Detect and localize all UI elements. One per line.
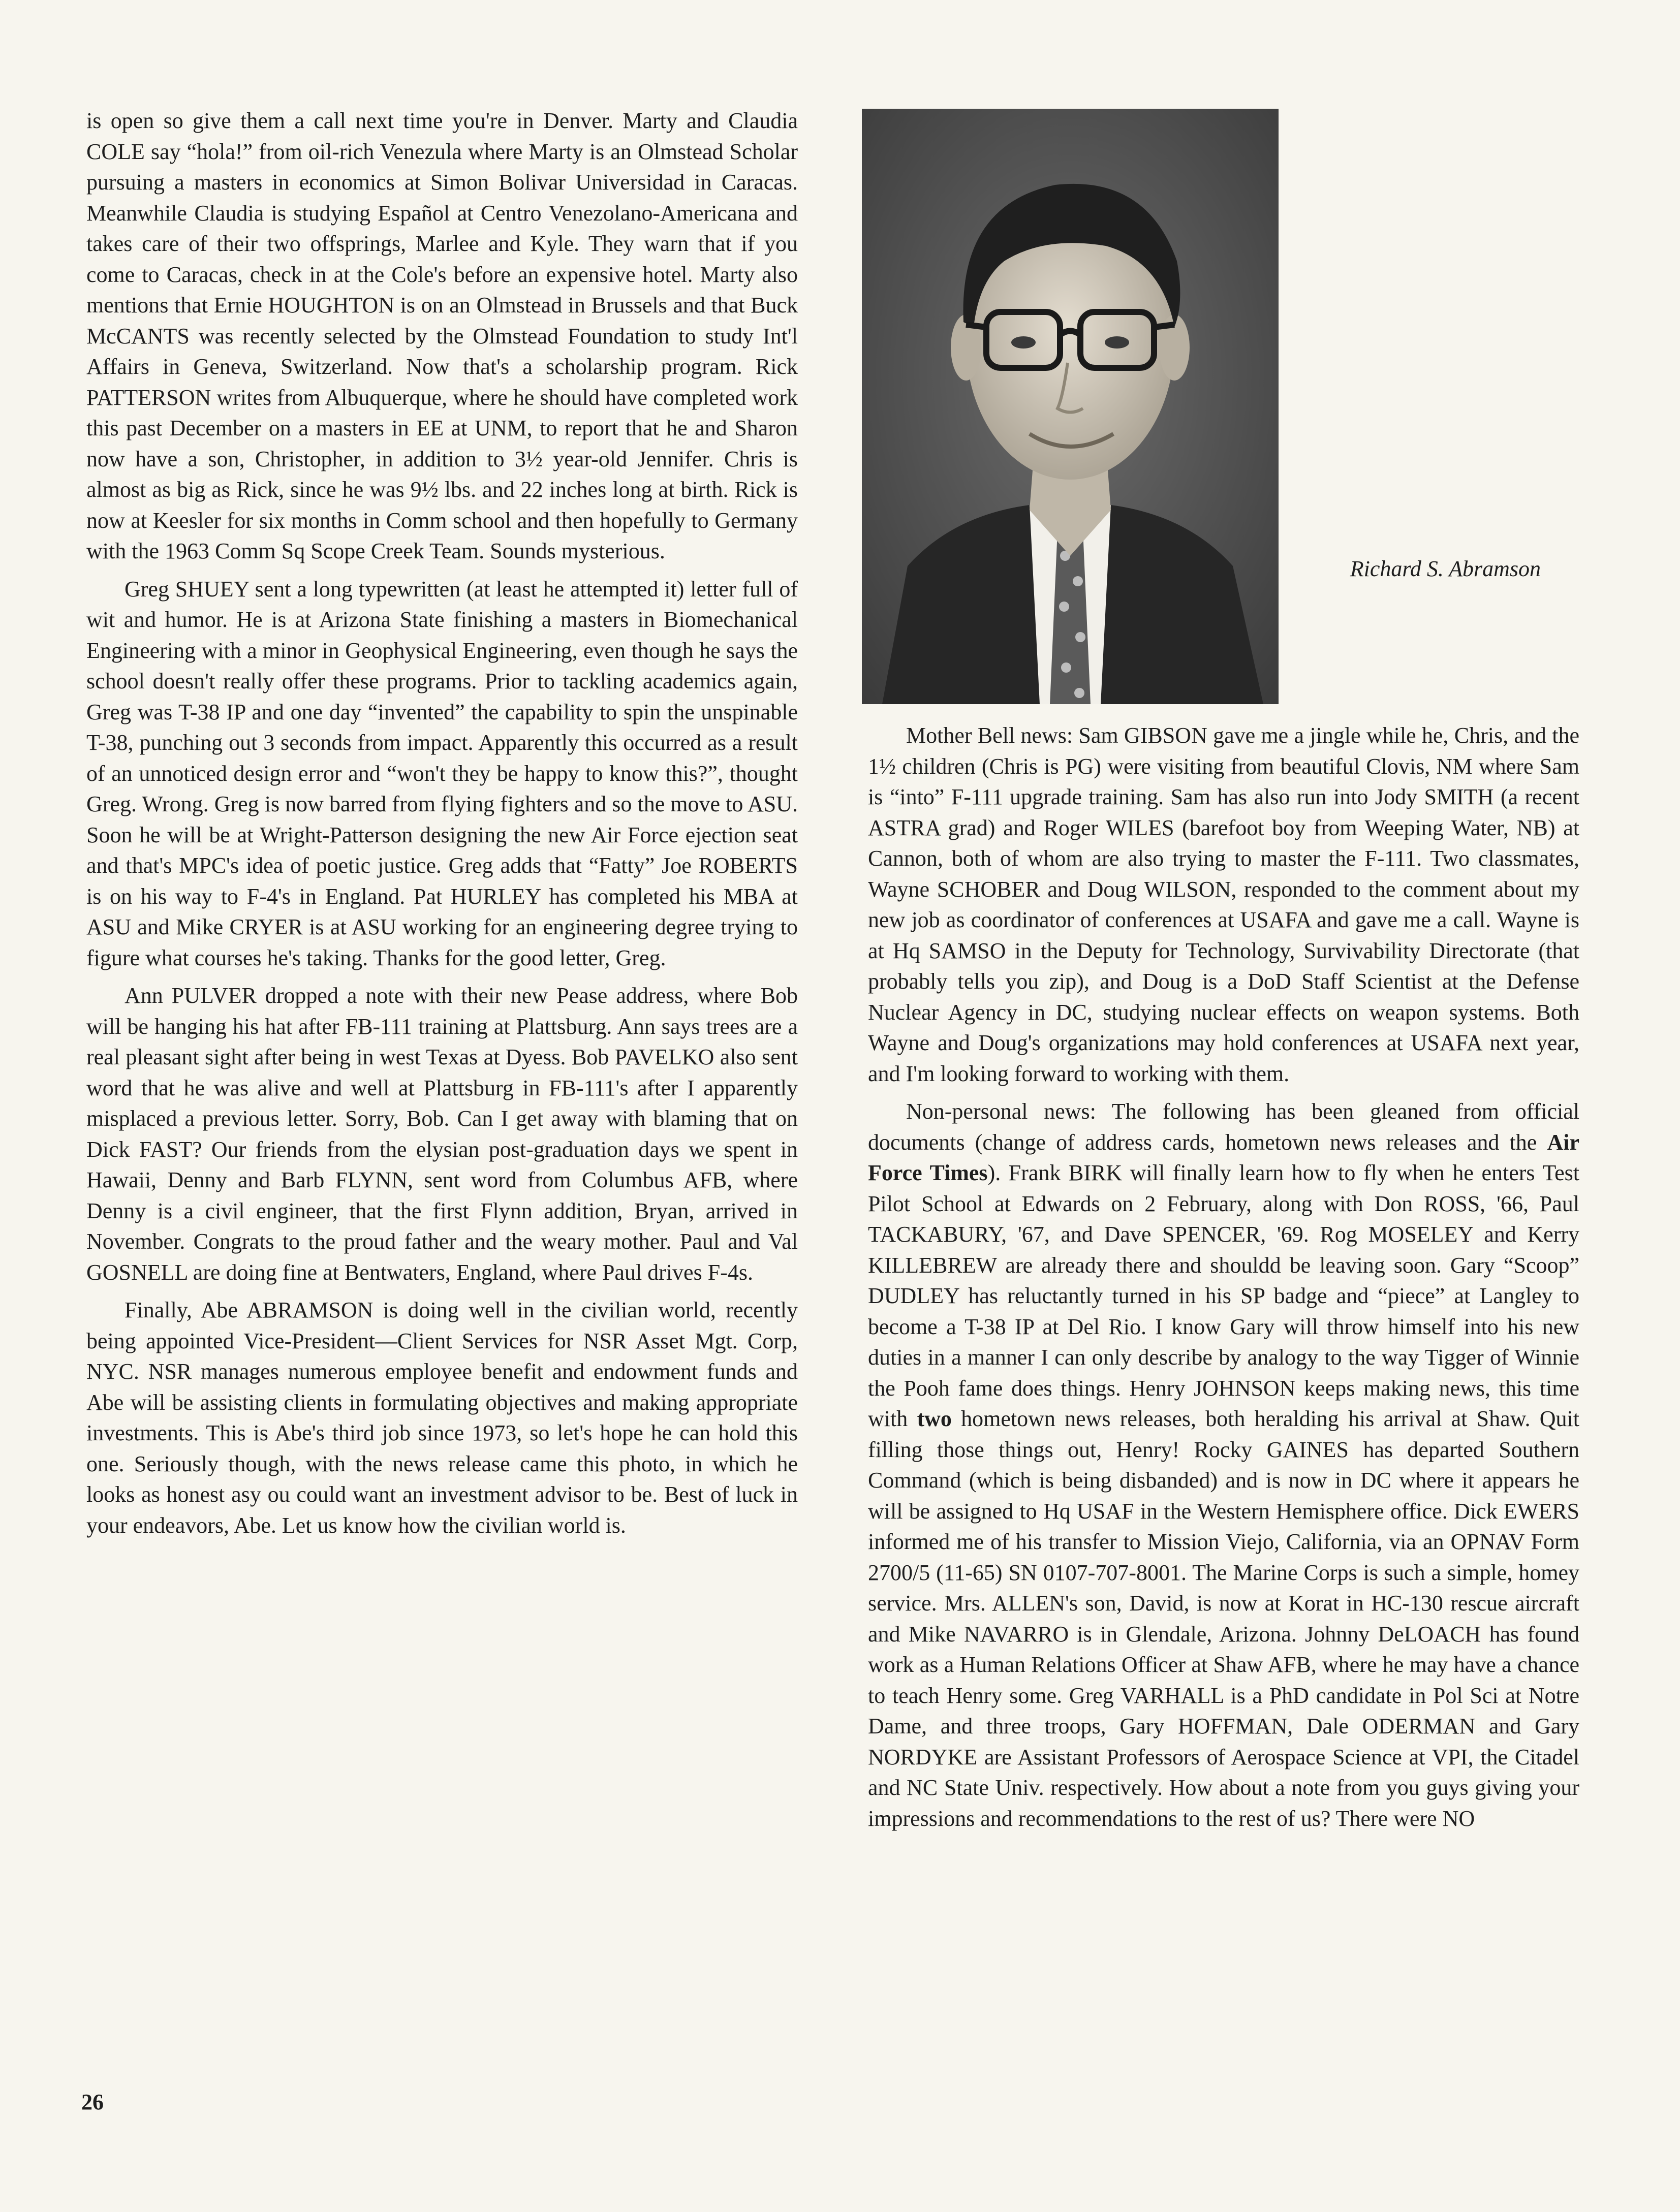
air-force-times-title: Air Force Times [868, 1129, 1579, 1185]
left-paragraph-2: Greg SHUEY sent a long typewritten (at least he attempted it) letter full of wit and humor. He is at Arizona State finishing a masters in Biomechanical Engineering with a minor in Geophysical Engineering, even though he says the school doesn't really offer these programs. Prior to tackling academics again, Greg was T-38 IP and one day “invented” the capability to spin the unspinable T-38, punching out 3 seconds from impact. Apparently this occurred as a result of an unnoticed design error and “won't they be happy to know this?”, thought Greg. Wrong. Greg is now barred from flying fighters and so the move to ASU. Soon he will be at Wright-Patterson designing the new Air Force ejection seat and that's MPC's idea of poetic justice. Greg adds that “Fatty” Joe ROBERTS is on his way to F-4's in England. Pat HURLEY has completed his MBA at ASU and Mike CRYER is at ASU working for an engineering degree trying to figure what courses he's taking. Thanks for the good letter, Greg. [86, 576, 798, 970]
mother-bell-lead: Mother Bell news: [906, 723, 1073, 748]
photo-caption: Richard S. Abramson [1350, 556, 1541, 581]
left-column [86, 106, 798, 1541]
right-column [868, 720, 1579, 1834]
right-paragraph-1-text: Sam GIBSON gave me a jingle while he, Chris, and the 1½ children (Chris is PG) were visiting from beautiful Clovis, NM where Sam is “into” F-111 upgrade training. Sam has also run into Jody SMITH (a recent ASTRA grad) and Roger WILES (barefoot boy from Weeping Water, NB) at Cannon, both of whom are also trying to master the F-111. Two classmates, Wayne SCHOBER and Doug WILSON, responded to the comment about my new job as coordinator of conferences at USAFA and gave me a call. Wayne is at Hq SAMSO in the Deputy for Technology, Survivability Directorate (that probably tells you zip), and Doug is a DoD Staff Scientist at the Defense Nuclear Agency in DC, studying nuclear effects on weapon systems. Both Wayne and Doug's organizations may hold conferences at USAFA next year, and I'm looking forward to working with them. [868, 723, 1579, 1086]
left-paragraph-1: is open so give them a call next time you're in Denver. Marty and Claudia COLE say “hola!” from oil-rich Venezula where Marty is an Olmstead Scholar pursuing a masters in economics at Simon Bolivar Universidad in Caracas. Meanwhile Claudia is studying Español at Centro Venezolano-Americana and takes care of their two offsprings, Marlee and Kyle. They warn that if you come to Caracas, check in at the Cole's before an expensive hotel. Marty also mentions that Ernie HOUGHTON is on an Olmstead in Brussels and that Buck McCANTS was recently selected by the Olmstead Foundation to study Int'l Affairs in Geneva, Switzerland. Now that's a scholarship program. Rick PATTERSON writes from Albuquerque, where he should have completed work this past December on a masters in EE at UNM, to report that he and Sharon now have a son, Christopher, in addition to 3½ year-old Jennifer. Chris is almost as big as Rick, since he was 9½ lbs. and 22 inches long at birth. Rick is now at Keesler for six months in Comm school and then hopefully to Germany with the 1963 Comm Sq Scope Creek Team. Sounds mysterious. [86, 108, 798, 563]
right-paragraph-2-part-c: hometown news releases, both heralding his arrival at Shaw. Quit filling those things out, Henry! Rocky GAINES has departed Southern Command (which is being disbanded) and is now in DC where it appears he will be assigned to Hq USAF in the Western Hemisphere office. Dick EWERS informed me of his transfer to Mission Viejo, California, via an OPNAV Form 2700/5 (11-65) SN 0107-707-8001. The Marine Corps is such a simple, homey service. Mrs. ALLEN's son, David, is now at Korat in HC-130 rescue aircraft and Mike NAVARRO is in Glendale, Arizona. Johnny DeLOACH has found work as a Human Relations Officer at Shaw AFB, where he may have a chance to teach Henry some. Greg VARHALL is a PhD candidate in Pol Sci at Notre Dame, and three troops, Gary HOFFMAN, Dale ODERMAN and Gary NORDYKE are Assistant Professors of Aerospace Science at VPI, the Citadel and NC State Univ. respectively. How about a note from you guys giving your impressions and recommendations to the rest of us? There were NO [868, 1406, 1579, 1831]
emphasis-two: two [917, 1406, 952, 1431]
right-paragraph-2 [868, 1096, 1579, 1834]
portrait-photo [862, 109, 1279, 704]
portrait-image [862, 109, 1279, 704]
left-paragraph-4: Finally, Abe ABRAMSON is doing well in the civilian world, recently being appointed Vice-President—Client Services for NSR Asset Mgt. Corp, NYC. NSR manages numerous employee benefit and endowment funds and Abe will be assisting clients in formulating objectives and making appropriate investments. This is Abe's third job since 1973, so let's hope he can hold this one. Seriously though, with the news release came this photo, in which he looks as honest asy ou could want an investment advisor to be. Best of luck in your endeavors, Abe. Let us know how the civilian world is. [86, 1298, 798, 1538]
right-paragraph-1 [868, 720, 1579, 1089]
page-number: 26 [81, 2090, 104, 2114]
right-paragraph-2-part-a: Non-personal news: The following has been gleaned from official documents (change of address cards, hometown news releases and the [868, 1099, 1579, 1155]
right-paragraph-2-part-b: ). Frank BIRK will finally learn how to fly when he enters Test Pilot School at Edwards on 2 February, along with Don ROSS, '66, Paul TACKABURY, '67, and Dave SPENCER, '69. Rog MOSELEY and Kerry KILLEBREW are already there and shouldd be leaving soon. Gary “Scoop” DUDLEY has reluctantly turned in his SP badge and “piece” at Langley to become a T-38 IP at Del Rio. I know Gary will throw himself into his new duties in a manner I can only describe by analogy to the way Tigger of Winnie the Pooh fame does things. Henry JOHNSON keeps making news, this time with [868, 1160, 1579, 1431]
left-paragraph-3: Ann PULVER dropped a note with their new Pease address, where Bob will be hanging his hat after FB-111 training at Plattsburg. Ann says trees are a real pleasant sight after being in west Texas at Dyess. Bob PAVELKO also sent word that he was alive and well at Plattsburg in FB-111's after I apparently misplaced a previous letter. Sorry, Bob. Can I get away with blaming that on Dick FAST? Our friends from the elysian post-graduation days we spent in Hawaii, Denny and Barb FLYNN, sent word from Columbus AFB, where Denny is a civil engineer, that the first Flynn addition, Bryan, arrived in November. Congrats to the proud father and the weary mother. Paul and Val GOSNELL are doing fine at Bentwaters, England, where Paul drives F-4s. [86, 983, 798, 1285]
